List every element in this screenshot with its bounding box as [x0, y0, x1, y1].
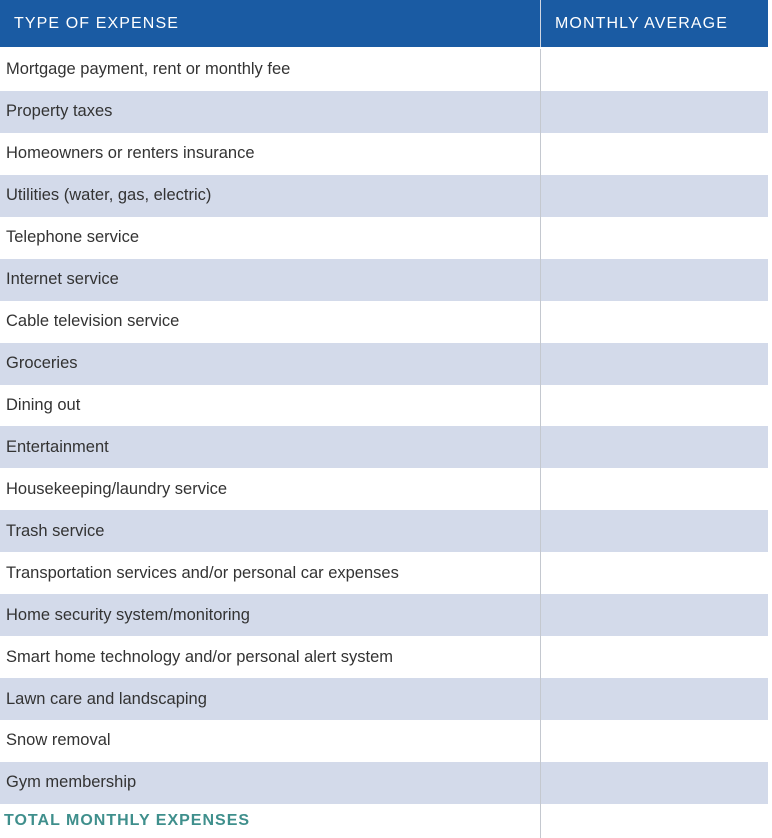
table-row	[0, 301, 768, 343]
table-row	[0, 762, 768, 804]
table-row	[0, 552, 768, 594]
table-row	[0, 510, 768, 552]
table-row	[0, 217, 768, 259]
monthly-average-cell[interactable]	[541, 175, 768, 217]
table-header	[0, 0, 768, 47]
monthly-average-cell[interactable]	[541, 91, 768, 133]
expense-type-label: Entertainment	[0, 426, 541, 468]
monthly-average-cell[interactable]	[541, 720, 768, 762]
total-amount-cell[interactable]	[541, 804, 768, 838]
expense-type-label: Homeowners or renters insurance	[0, 133, 541, 175]
expense-rows	[0, 49, 768, 804]
table-row	[0, 426, 768, 468]
header-monthly-average: MONTHLY AVERAGE	[555, 15, 728, 32]
expense-type-label: Home security system/monitoring	[0, 594, 541, 636]
expense-type-label: Dining out	[0, 385, 541, 427]
expense-type-label: Lawn care and landscaping	[0, 678, 541, 720]
table-row	[0, 343, 768, 385]
table-row	[0, 133, 768, 175]
expense-type-label: Gym membership	[0, 762, 541, 804]
expense-type-label: Utilities (water, gas, electric)	[0, 175, 541, 217]
expense-type-label: Groceries	[0, 343, 541, 385]
expense-type-label: Internet service	[0, 259, 541, 301]
table-row	[0, 720, 768, 762]
table-row	[0, 385, 768, 427]
monthly-average-cell[interactable]	[541, 259, 768, 301]
table-row	[0, 259, 768, 301]
total-row	[0, 804, 768, 838]
expense-type-label: Cable television service	[0, 301, 541, 343]
expense-type-label: Housekeeping/laundry service	[0, 468, 541, 510]
monthly-average-cell[interactable]	[541, 594, 768, 636]
table-row	[0, 594, 768, 636]
monthly-average-cell[interactable]	[541, 762, 768, 804]
monthly-average-cell[interactable]	[541, 678, 768, 720]
header-type-of-expense: TYPE OF EXPENSE	[0, 0, 541, 47]
monthly-average-cell[interactable]	[541, 468, 768, 510]
expense-type-label: Smart home technology and/or personal alert system	[0, 636, 541, 678]
table-row	[0, 678, 768, 720]
monthly-average-cell[interactable]	[541, 301, 768, 343]
expense-type-label: Property taxes	[0, 91, 541, 133]
expense-type-label: Transportation services and/or personal car expenses	[0, 552, 541, 594]
expense-type-label: Telephone service	[0, 217, 541, 259]
expense-type-label: Mortgage payment, rent or monthly fee	[0, 49, 541, 91]
monthly-average-cell[interactable]	[541, 426, 768, 468]
expense-type-label: Trash service	[0, 510, 541, 552]
monthly-average-cell[interactable]	[541, 636, 768, 678]
table-row	[0, 49, 768, 91]
monthly-average-cell[interactable]	[541, 552, 768, 594]
expense-type-label: Snow removal	[0, 720, 541, 762]
table-row	[0, 175, 768, 217]
monthly-average-cell[interactable]	[541, 343, 768, 385]
total-label: TOTAL MONTHLY EXPENSES	[0, 804, 541, 838]
table-row	[0, 91, 768, 133]
monthly-average-cell[interactable]	[541, 510, 768, 552]
monthly-average-cell[interactable]	[541, 49, 768, 91]
table-row	[0, 636, 768, 678]
monthly-average-cell[interactable]	[541, 385, 768, 427]
table-row	[0, 468, 768, 510]
monthly-average-cell[interactable]	[541, 133, 768, 175]
monthly-average-cell[interactable]	[541, 217, 768, 259]
